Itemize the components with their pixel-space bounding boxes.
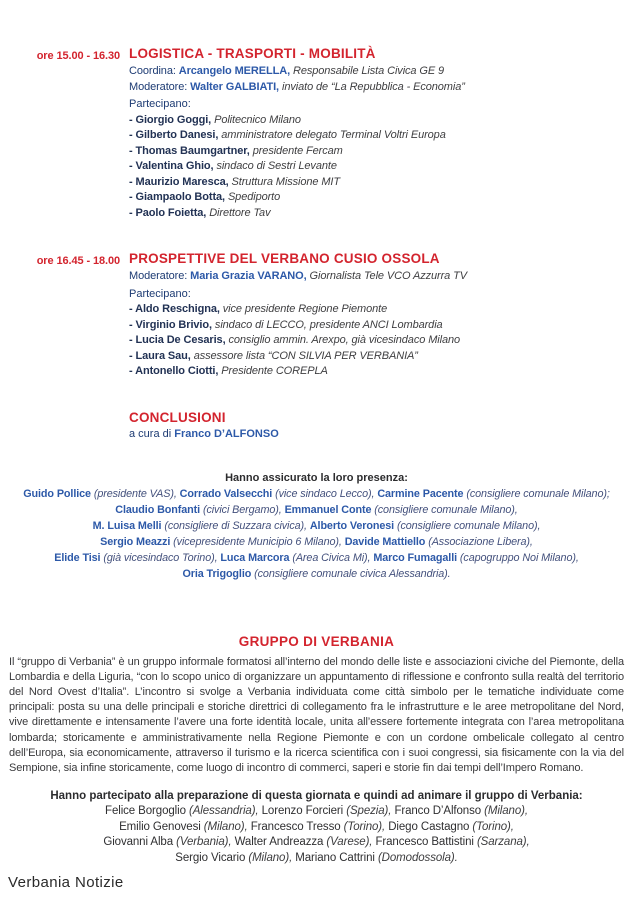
session-roles — [129, 64, 613, 95]
person-city: (Alessandria), — [185, 805, 262, 818]
person-role: (Associazione Libera), — [425, 535, 533, 548]
participant-name: - Valentina Ghio, — [129, 160, 217, 172]
participant-title: consiglio ammin. Arexpo, già vicesindaco Milano — [228, 334, 461, 346]
person-name: Emilio Genovesi — [119, 820, 201, 833]
person-name: Francesco Battistini — [375, 836, 474, 849]
preparation-person — [175, 852, 295, 864]
presence-line — [9, 566, 624, 582]
participant-name: - Paolo Foietta, — [129, 206, 210, 219]
session-content — [120, 46, 633, 221]
participant-title: Spediporto — [227, 191, 281, 203]
presence-segments — [115, 504, 517, 516]
presence-person — [377, 488, 609, 500]
person-name: Franco D’Alfonso — [394, 805, 482, 818]
preparation-segments — [119, 821, 514, 833]
preparation-person — [235, 836, 376, 848]
participant-line — [129, 159, 613, 175]
participant-name: - Lucia De Cesaris, — [129, 334, 229, 346]
person-role: (vicepresidente Municipio 6 Milano), — [170, 535, 345, 548]
presence-block — [0, 470, 633, 582]
person-role: (consigliere comunale Milano); — [463, 487, 610, 500]
participant-title: sindaco di Sestri Levante — [216, 160, 337, 172]
presence-line — [9, 550, 624, 566]
preparation-line — [9, 820, 624, 836]
conclusions-prefix: a cura di — [129, 427, 175, 440]
preparation-person — [105, 805, 262, 817]
person-name: Luca Marcora — [220, 551, 290, 564]
role-label: Coordina: — [129, 65, 179, 77]
person-name: Elide Tisi — [54, 551, 101, 564]
participants-list — [129, 113, 613, 222]
participant-line — [129, 302, 613, 318]
presence-segments — [100, 536, 533, 548]
person-city: (Milano), — [481, 805, 528, 818]
person-name: Claudio Bonfanti — [115, 503, 201, 516]
participant-name: - Maurizio Maresca, — [129, 175, 232, 188]
participant-title: Politecnico Milano — [214, 113, 301, 126]
participant-line — [129, 318, 613, 334]
preparation-line — [9, 851, 624, 867]
presence-line — [9, 502, 624, 518]
person-role: (Area Civica Mi), — [289, 551, 374, 564]
session-content — [120, 251, 633, 380]
person-role: (consigliere di Suzzara civica), — [161, 519, 310, 532]
participant-line — [129, 333, 613, 349]
person-name: Corrado Valsecchi — [179, 487, 273, 500]
participants-list — [129, 302, 613, 380]
session-role-line — [129, 269, 613, 285]
preparation-segments — [105, 805, 528, 817]
person-name: Oria Trigoglio — [182, 567, 252, 580]
person-city: (Torino), — [469, 820, 514, 833]
preparation-person — [375, 836, 529, 848]
preparation-person — [388, 821, 514, 833]
conclusions-block — [129, 410, 633, 442]
preparation-person — [103, 836, 234, 848]
role-person-title: Giornalista Tele VCO Azzurra TV — [309, 270, 467, 282]
preparation-lines — [9, 804, 624, 866]
presence-segments — [54, 552, 579, 564]
participant-title: vice presidente Regione Piemonte — [222, 303, 388, 315]
person-role: (consigliere comunale Milano), — [394, 519, 541, 532]
participant-name: - Thomas Baumgartner, — [129, 144, 253, 157]
session-role-line — [129, 64, 613, 80]
person-name: Sergio Vicario — [175, 851, 246, 864]
preparation-segments — [175, 852, 457, 864]
presence-person — [285, 504, 518, 516]
person-role: (consigliere comunale Milano), — [371, 503, 518, 516]
role-label: Moderatore: — [129, 80, 191, 93]
person-role: (civici Bergamo), — [200, 503, 285, 516]
participant-title: presidente Fercam — [252, 144, 343, 157]
participant-name: - Giorgio Goggi, — [129, 113, 215, 126]
person-name: M. Luisa Melli — [92, 519, 162, 532]
person-role: (presidente VAS), — [90, 487, 180, 500]
participants-label: Partecipano: — [129, 98, 191, 110]
person-name: Carmine Pacente — [377, 487, 464, 500]
session-title: LOGISTICA - TRASPORTI - MOBILITÀ — [129, 46, 376, 61]
participant-title: Struttura Missione MIT — [231, 175, 340, 188]
session-block — [0, 46, 633, 221]
role-person-name: Maria Grazia VARANO, — [190, 270, 310, 282]
participant-title: assessore lista “CON SILVIA PER VERBANIA” — [193, 349, 418, 362]
participants-label: Partecipano: — [129, 287, 191, 300]
presence-person — [100, 536, 345, 548]
presence-lines — [9, 486, 624, 582]
preparation-person — [119, 821, 251, 833]
person-city: (Milano), — [200, 820, 251, 833]
session-title: PROSPETTIVE DEL VERBANO CUSIO OSSOLA — [129, 251, 440, 266]
participant-line — [129, 190, 613, 206]
person-name: Guido Pollice — [23, 487, 91, 500]
participant-name: - Virginio Brivio, — [129, 318, 215, 331]
presence-person — [23, 488, 179, 500]
preparation-person — [394, 805, 528, 817]
presence-person — [93, 520, 310, 532]
person-city: (Domodossola). — [374, 851, 458, 864]
presence-segments — [23, 488, 610, 500]
preparation-block — [0, 788, 633, 866]
role-person-name: Walter GALBIATI, — [190, 80, 282, 93]
person-role: (capogruppo Noi Milano), — [457, 551, 579, 564]
person-role: (vice sindaco Lecco), — [272, 487, 378, 500]
person-name: Mariano Cattrini — [295, 851, 375, 864]
role-person-title: Responsabile Lista Civica GE 9 — [293, 65, 445, 77]
conclusions-title: CONCLUSIONI — [129, 409, 226, 425]
role-label: Moderatore: — [129, 270, 191, 282]
presence-person — [115, 504, 284, 516]
presence-person — [345, 536, 533, 548]
person-name: Davide Mattiello — [344, 535, 426, 548]
group-title: GRUPPO DI VERBANIA — [238, 633, 395, 649]
person-name: Felice Borgoglio — [105, 805, 186, 818]
participant-name: - Gilberto Danesi, — [129, 129, 222, 141]
participant-line — [129, 113, 613, 129]
group-section — [0, 634, 633, 777]
presence-segments — [93, 520, 541, 532]
person-city: (Sarzana), — [473, 836, 530, 849]
person-city: (Torino), — [340, 820, 389, 833]
person-role: (consigliere comunale civica Alessandria). — [251, 567, 451, 580]
participant-name: - Antonello Ciotti, — [129, 365, 222, 377]
participant-name: - Giampaolo Botta, — [129, 191, 228, 203]
person-name: Emmanuel Conte — [284, 503, 372, 516]
person-name: Francesco Tresso — [250, 820, 341, 833]
person-name: Alberto Veronesi — [309, 519, 395, 532]
presence-segments — [182, 568, 450, 580]
participant-title: sindaco di LECCO, presidente ANCI Lombardia — [214, 318, 443, 331]
presence-person — [54, 552, 220, 564]
site-brand: Verbania Notizie — [8, 874, 124, 891]
participant-line — [129, 128, 613, 144]
session-time-label: ore 16.45 - 18.00 — [36, 255, 120, 267]
session-block — [0, 251, 633, 380]
preparation-segments — [103, 836, 529, 848]
session-time-label: ore 15.00 - 16.30 — [36, 50, 120, 62]
participant-line — [129, 175, 613, 191]
participant-title: Direttore Tav — [209, 206, 271, 219]
person-role: (già vicesindaco Torino), — [100, 551, 221, 564]
person-name: Sergio Meazzi — [100, 535, 171, 548]
person-city: (Verbania), — [173, 836, 235, 849]
group-description: Il “gruppo di Verbania” è un gruppo informale formatosi all’interno del mondo delle liste e associazioni civiche del Piemonte, della Lombardia e della Liguria, “con lo scopo unico di organizzare un appuntamento di riflessione e confronto sulla realtà del territorio del Nord Ovest d’Italia”. L’incontro si svolge a Verbania individuata come città simbolo per le tematiche individuate come principali: posta su una delle principali e storiche direttrici di collegamento fra le infrastrutture e le aree metropolitane del Nord, vive direttamente e intensamente l’avere una forte identità locale, unita all’essere fortemente integrata con l’area metropolitana lombarda; storicamente e amministrativamente nella Regione Piemonte e con un cordone ombelicale collegato al centro dell’Europa, sia economicamente, attraverso il turismo e la ricerca scientifica con i suoi congressi, sia fisicamente con la via del Sempione, sia infine storicamente, come luogo di incontro di commerci, saperi e storie fin dai tempi dell’Impero Romano. — [9, 655, 624, 774]
conclusions-person-name: Franco D’ALFONSO — [174, 427, 279, 440]
preparation-line — [9, 835, 624, 851]
presence-line — [9, 534, 624, 550]
session-list — [0, 46, 633, 380]
person-name: Lorenzo Forcieri — [261, 805, 344, 818]
presence-line — [9, 486, 624, 502]
person-name: Diego Castagno — [388, 820, 470, 833]
participant-title: amministratore delegato Terminal Voltri Europa — [221, 129, 446, 141]
session-roles — [129, 269, 613, 285]
presence-person — [373, 552, 578, 564]
role-person-name: Arcangelo MERELLA, — [178, 65, 293, 77]
preparation-person — [251, 821, 388, 833]
presence-person — [182, 568, 450, 580]
preparation-person — [295, 852, 457, 864]
person-city: (Varese), — [323, 836, 376, 849]
session-role-line — [129, 80, 613, 96]
person-city: (Spezia), — [343, 805, 395, 818]
presence-heading: Hanno assicurato la loro presenza: — [225, 471, 408, 484]
person-name: Walter Andreazza — [234, 836, 324, 849]
person-name: Marco Fumagalli — [373, 551, 458, 564]
preparation-person — [262, 805, 395, 817]
presence-person — [310, 520, 541, 532]
person-name: Giovanni Alba — [103, 836, 174, 849]
participant-line — [129, 364, 613, 380]
participant-name: - Laura Sau, — [129, 349, 194, 362]
conclusions-line — [129, 426, 633, 442]
presence-person — [180, 488, 378, 500]
role-person-title: inviato de “La Repubblica - Economia” — [281, 80, 465, 93]
participant-line — [129, 144, 613, 160]
participant-line — [129, 206, 613, 222]
preparation-line — [9, 804, 624, 820]
preparation-heading: Hanno partecipato alla preparazione di questa giornata e quindi ad animare il gruppo di Verbania: — [50, 790, 583, 803]
presence-person — [220, 552, 373, 564]
participant-line — [129, 349, 613, 365]
presence-line — [9, 518, 624, 534]
participant-title: Presidente COREPLA — [221, 365, 328, 377]
participant-name: - Aldo Reschigna, — [129, 303, 223, 315]
person-city: (Milano), — [245, 851, 296, 864]
